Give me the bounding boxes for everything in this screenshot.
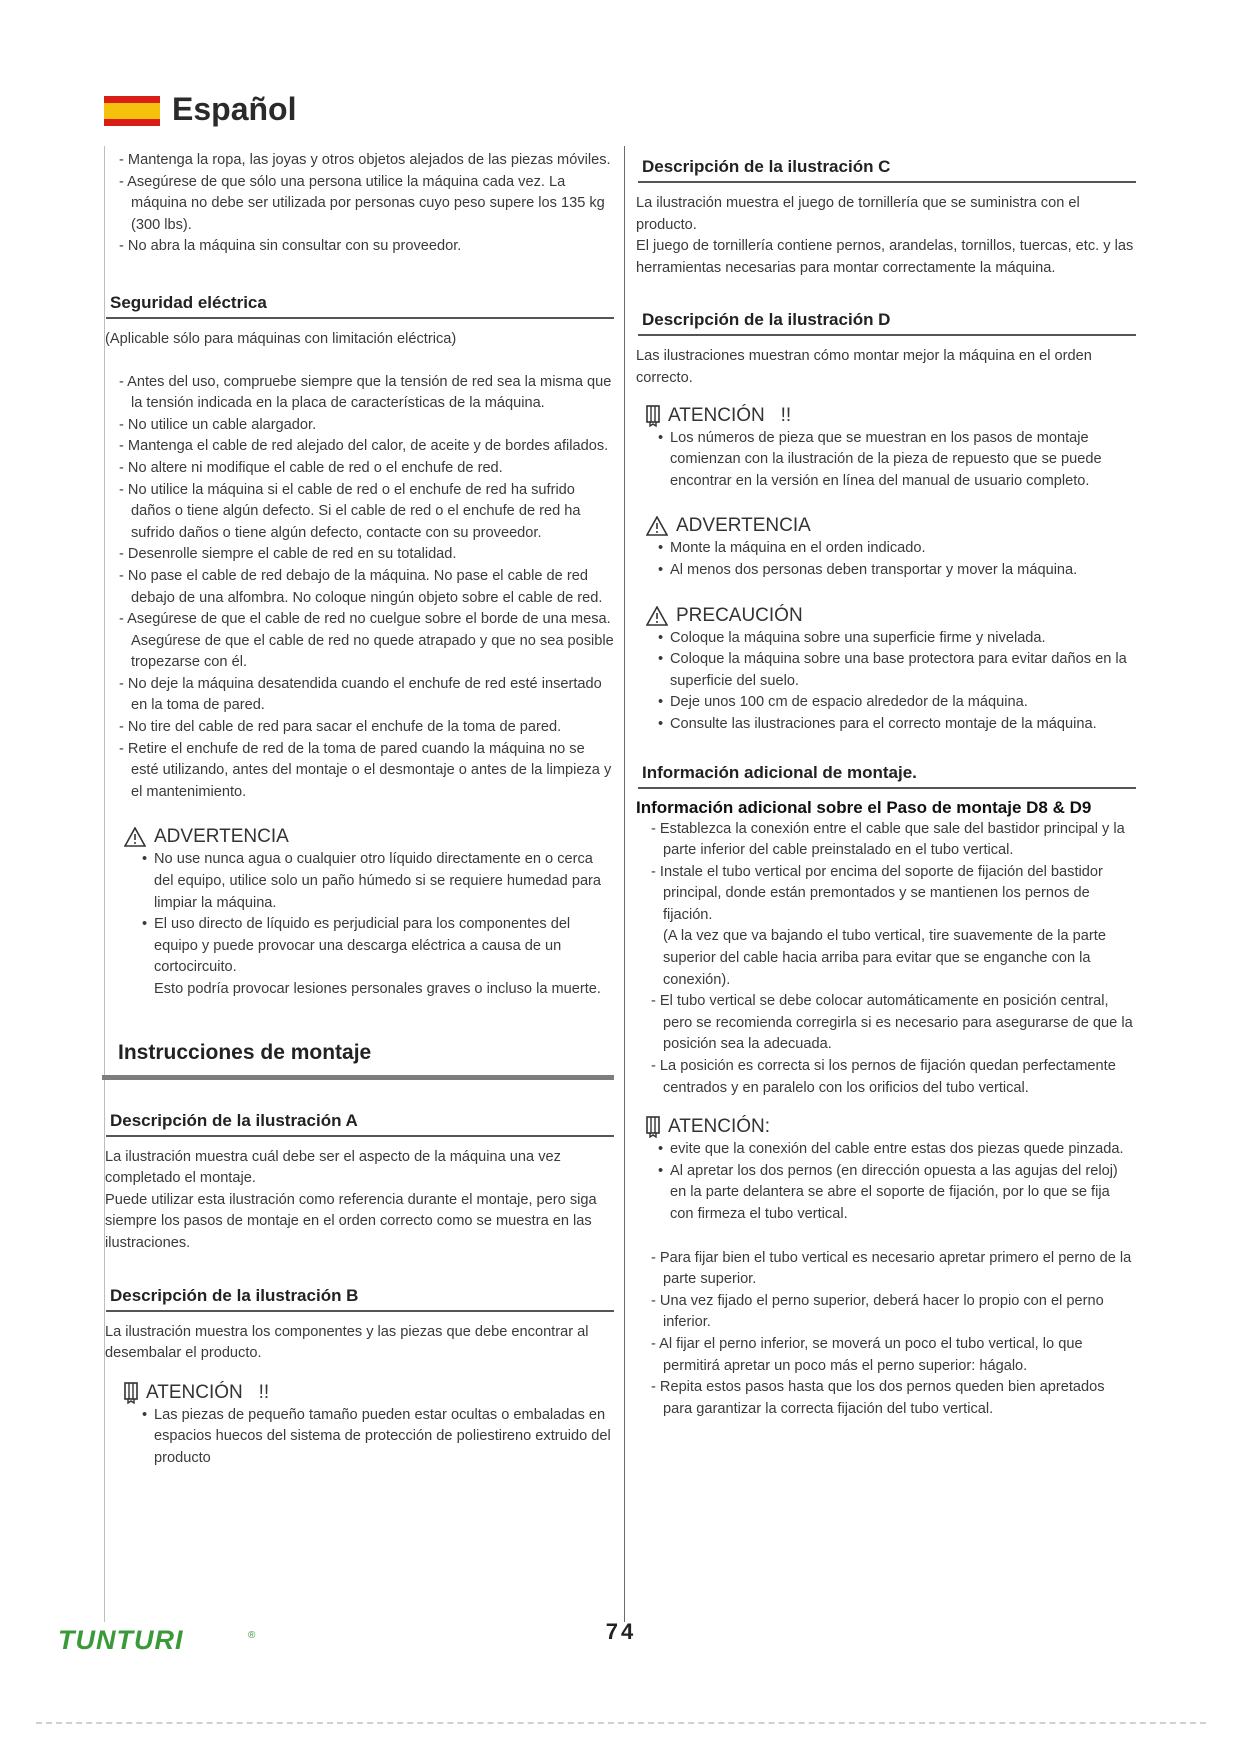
- list-item: • evite que la conexión del cable entre estas dos piezas quede pinzada.: [658, 1141, 1124, 1158]
- intro-list: [114, 150, 614, 258]
- attention-list: [636, 428, 1136, 493]
- attention-label: ATENCIÓN !!: [668, 404, 792, 426]
- list-item: - Retire el enchufe de red de la toma de pared cuando la máquina no se esté utilizando, antes del montaje o el desmontaje o antes de la limpieza y el mantenimiento.: [119, 740, 612, 800]
- list-item: - Una vez fijado el perno superior, deberá hacer lo propio con el perno inferior.: [651, 1292, 1104, 1331]
- illustration-d-heading: Descripción de la ilustración D: [638, 309, 1136, 336]
- warning-list: [636, 538, 1136, 581]
- language-title: Español: [172, 91, 297, 127]
- list-item: - Mantenga el cable de red alejado del calor, de aceite y de bordes afilados.: [119, 438, 609, 455]
- attention-label: ATENCIÓN:: [668, 1116, 771, 1138]
- list-item-note: (A la vez que va bajando el tubo vertical, tire suavemente de la parte superior del cable hacia arriba para evitar que se enganche con la conexión).: [663, 928, 1106, 988]
- page-number: 74: [605, 1619, 637, 1644]
- list-item: • Al apretar los dos pernos (en dirección opuesta a las agujas del reloj) en la parte delantera se abre el soporte de fijación, por lo que se fija con firmeza el tubo vertical.: [658, 1162, 1118, 1222]
- list-item: - Asegúrese de que sólo una persona utilice la máquina cada vez. La máquina no debe ser utilizada por personas cuyo peso supere los 135 kg (300 lbs).: [119, 173, 605, 233]
- illustration-b-text: La ilustración muestra los componentes y las piezas que debe encontrar al desembalar el producto.: [105, 1323, 589, 1362]
- warning-list: [114, 849, 614, 1000]
- list-item: • Coloque la máquina sobre una base protectora para evitar daños en la superficie del suelo.: [658, 651, 1127, 689]
- warning-heading: [124, 825, 614, 849]
- list-item: - No abra la máquina sin consultar con su proveedor.: [119, 238, 462, 255]
- final-steps-list: [636, 1248, 1136, 1421]
- additional-info-heading: Información adicional de montaje.: [638, 762, 1136, 789]
- footer-dashed-rule: [36, 1722, 1206, 1724]
- caution-label: PRECAUCIÓN: [676, 604, 803, 626]
- list-item: - No deje la máquina desatendida cuando el enchufe de red esté insertado en la toma de pared.: [119, 675, 602, 714]
- list-item: - No altere ni modifique el cable de red o el enchufe de red.: [119, 459, 503, 476]
- manual-book-icon: [646, 1116, 660, 1138]
- illustration-d-text: Las ilustraciones muestran cómo montar mejor la máquina en el orden correcto.: [636, 348, 1092, 386]
- tunturi-logo: [58, 1626, 268, 1662]
- list-item: • Las piezas de pequeño tamaño pueden estar ocultas o embaladas en espacios huecos del sistema de protección de poliestireno extruido del producto: [142, 1406, 611, 1466]
- left-column: [105, 150, 614, 1470]
- attention-heading: [646, 1115, 1136, 1139]
- manual-book-icon: [646, 405, 660, 427]
- list-item: • Consulte las ilustraciones para el correcto montaje de la máquina.: [658, 715, 1097, 732]
- attention-list: [636, 1139, 1136, 1225]
- warning-triangle-icon: [124, 827, 146, 847]
- attention-list: [114, 1405, 614, 1470]
- list-item: - No utilice un cable alargador.: [119, 416, 317, 433]
- brand-text: TUNTURI: [58, 1626, 184, 1654]
- list-item: - Instale el tubo vertical por encima del soporte de fijación del bastidor principal, donde están premontados y se mantienen los pernos de fijación.: [651, 863, 1103, 923]
- illustration-c-text-2: El juego de tornillería contiene pernos, arandelas, tornillos, tuercas, etc. y las herramientas necesarias para montar correctamente la máquina.: [636, 238, 1134, 276]
- warning-heading: [646, 514, 1136, 538]
- list-item: - No utilice la máquina si el cable de red o el enchufe de red ha sufrido daños o tiene algún defecto. Si el cable de red o el enchufe de red ha sufrido daños o tiene algún defecto, contacte con su proveedor.: [119, 481, 581, 541]
- warning-extra: Esto podría provocar lesiones personales graves o incluso la muerte.: [154, 981, 601, 997]
- illustration-c-heading: Descripción de la ilustración C: [638, 156, 1136, 183]
- list-item: - El tubo vertical se debe colocar automáticamente en posición central, pero se recomienda corregirla si es necesario para asegurarse de que la posición sea la adecuada.: [651, 993, 1133, 1053]
- illustration-c-text-1: La ilustración muestra el juego de tornillería que se suministra con el producto.: [636, 195, 1080, 233]
- illustration-a-text-2: Puede utilizar esta ilustración como referencia durante el montaje, pero siga siempre los pasos de montaje en el orden correcto como se muestra en las ilustraciones.: [105, 1191, 597, 1251]
- list-item: • No use nunca agua o cualquier otro líquido directamente en o cerca del equipo, utilice solo un paño húmedo si se requiere humedad para limpiar la máquina.: [142, 851, 602, 911]
- list-item: - Antes del uso, compruebe siempre que la tensión de red sea la misma que la tensión indicada en la placa de características de la máquina.: [119, 373, 612, 412]
- electrical-note: (Aplicable sólo para máquinas con limitación eléctrica): [105, 330, 457, 347]
- column-divider: [624, 146, 625, 1622]
- list-item: - La posición es correcta si los pernos de fijación quedan perfectamente centrados y en paralelo con los orificios del tubo vertical.: [651, 1058, 1116, 1096]
- list-item: - Desenrolle siempre el cable de red en su totalidad.: [119, 546, 457, 563]
- electrical-safety-heading: Seguridad eléctrica: [106, 292, 614, 319]
- left-margin-rule: [104, 146, 105, 1622]
- list-item: • Deje unos 100 cm de espacio alrededor de la máquina.: [658, 694, 1028, 711]
- attention-label: ATENCIÓN !!: [146, 1381, 270, 1403]
- additional-info-subheading: Información adicional sobre el Paso de montaje D8 & D9: [636, 797, 1092, 817]
- list-item: • Al menos dos personas deben transportar y mover la máquina.: [658, 561, 1078, 578]
- warning-label: ADVERTENCIA: [154, 826, 289, 848]
- attention-heading: [124, 1381, 614, 1405]
- caution-triangle-icon: [646, 606, 668, 626]
- warning-label: ADVERTENCIA: [676, 515, 811, 537]
- warning-triangle-icon: [646, 516, 668, 536]
- list-item: • Monte la máquina en el orden indicado.: [658, 540, 926, 557]
- caution-heading: [646, 604, 1136, 628]
- list-item: • Coloque la máquina sobre una superficie firme y nivelada.: [658, 629, 1046, 646]
- list-item: - Repita estos pasos hasta que los dos pernos queden bien apretados para garantizar la correcta fijación del tubo vertical.: [651, 1379, 1105, 1417]
- list-item: - Establezca la conexión entre el cable que sale del bastidor principal y la parte inferior del cable preinstalado en el tubo vertical.: [651, 820, 1125, 859]
- list-item: • Los números de pieza que se muestran en los pasos de montaje comienzan con la ilustración de la pieza de repuesto que se puede encontrar en la versión en línea del manual de usuario completo.: [658, 429, 1102, 489]
- right-column: [636, 156, 1136, 1420]
- list-item: - No pase el cable de red debajo de la máquina. No pase el cable de red debajo de una alfombra. No coloque ningún objeto sobre el cable de red.: [119, 567, 603, 606]
- list-item: - Al fijar el perno inferior, se moverá un poco el tubo vertical, lo que permitirá apretar un poco más el perno superior: hágalo.: [651, 1335, 1083, 1374]
- svg-text:®: ®: [248, 1630, 256, 1641]
- list-item: - Mantenga la ropa, las joyas y otros objetos alejados de las piezas móviles.: [119, 152, 611, 168]
- illustration-b-heading: Descripción de la ilustración B: [106, 1285, 614, 1312]
- additional-info-list: [636, 819, 1136, 1100]
- manual-book-icon: [124, 1382, 138, 1404]
- list-item: - Asegúrese de que el cable de red no cuelgue sobre el borde de una mesa. Asegúrese de que el cable de red no quede atrapado y que no sea posible tropezarse con él.: [119, 611, 614, 671]
- electrical-list: [114, 372, 614, 804]
- list-item: - No tire del cable de red para sacar el enchufe de la toma de pared.: [119, 719, 562, 736]
- spain-flag-icon: [104, 96, 160, 126]
- illustration-a-heading: Descripción de la ilustración A: [106, 1110, 614, 1137]
- caution-list: [636, 628, 1136, 736]
- attention-heading: [646, 404, 1136, 428]
- list-item: - Para fijar bien el tubo vertical es necesario apretar primero el perno de la parte superior.: [651, 1249, 1132, 1288]
- list-item: • El uso directo de líquido es perjudicial para los componentes del equipo y puede provocar una descarga eléctrica a causa de un cortocircuito.: [142, 916, 571, 976]
- illustration-a-text-1: La ilustración muestra cuál debe ser el aspecto de la máquina una vez completado el montaje.: [105, 1148, 561, 1187]
- assembly-instructions-heading: Instrucciones de montaje: [102, 1039, 614, 1080]
